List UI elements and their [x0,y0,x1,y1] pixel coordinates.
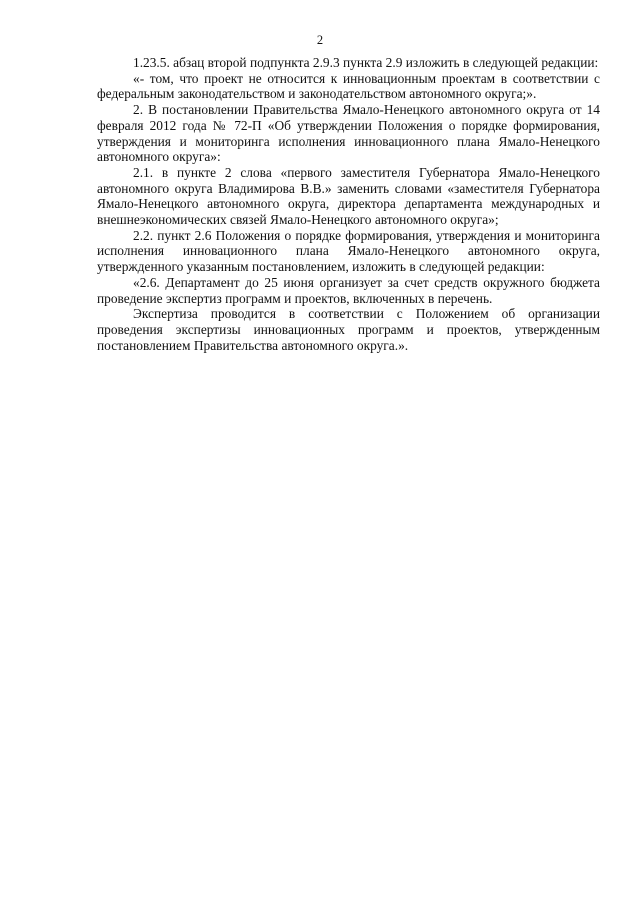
paragraph-2-2: 2.2. пункт 2.6 Положения о порядке формирования, утверждения и мониторинга исполнения инновационного плана Ямало-Ненецкого автономного округа, утвержденного указанным постановлением, изложить в следующей редакции: [97,227,600,275]
paragraph-2: 2. В постановлении Правительства Ямало-Ненецкого автономного округа от 14 февраля 2012 года № 72-П «Об утверждении Положения о порядке формирования, утверждения и мониторинга исполнения инновационного плана Ямало-Ненецкого автономного округа»: [97,102,600,165]
paragraph-expertise: Экспертиза проводится в соответствии с Положением об организации проведения экспертизы инновационных программ и проектов, утвержденным постановлением Правительства автономного округа.». [97,306,600,353]
paragraph-quote-project: «- том, что проект не относится к инновационным проектам в соответствии с федеральным законодательством и законодательством автономного округа;». [97,70,600,102]
paragraph-1-23-5: 1.23.5. абзац второй подпункта 2.9.3 пункта 2.9 изложить в следующей редакции: [133,55,599,70]
document-body [97,55,600,353]
paragraph-2-1: 2.1. в пункте 2 слова «первого заместителя Губернатора Ямало-Ненецкого автономного округа Владимирова В.В.» заменить словами «заместителя Губернатора Ямало-Ненецкого автономного округа, директора департамента международных и внешнеэкономических связей Ямало-Ненецкого автономного округа»; [97,164,600,228]
paragraph-2-6: «2.6. Департамент до 25 июня организует за счет средств окружного бюджета проведение экспертиз программ и проектов, включенных в перечень. [97,274,600,306]
page-number: 2 [316,33,324,47]
